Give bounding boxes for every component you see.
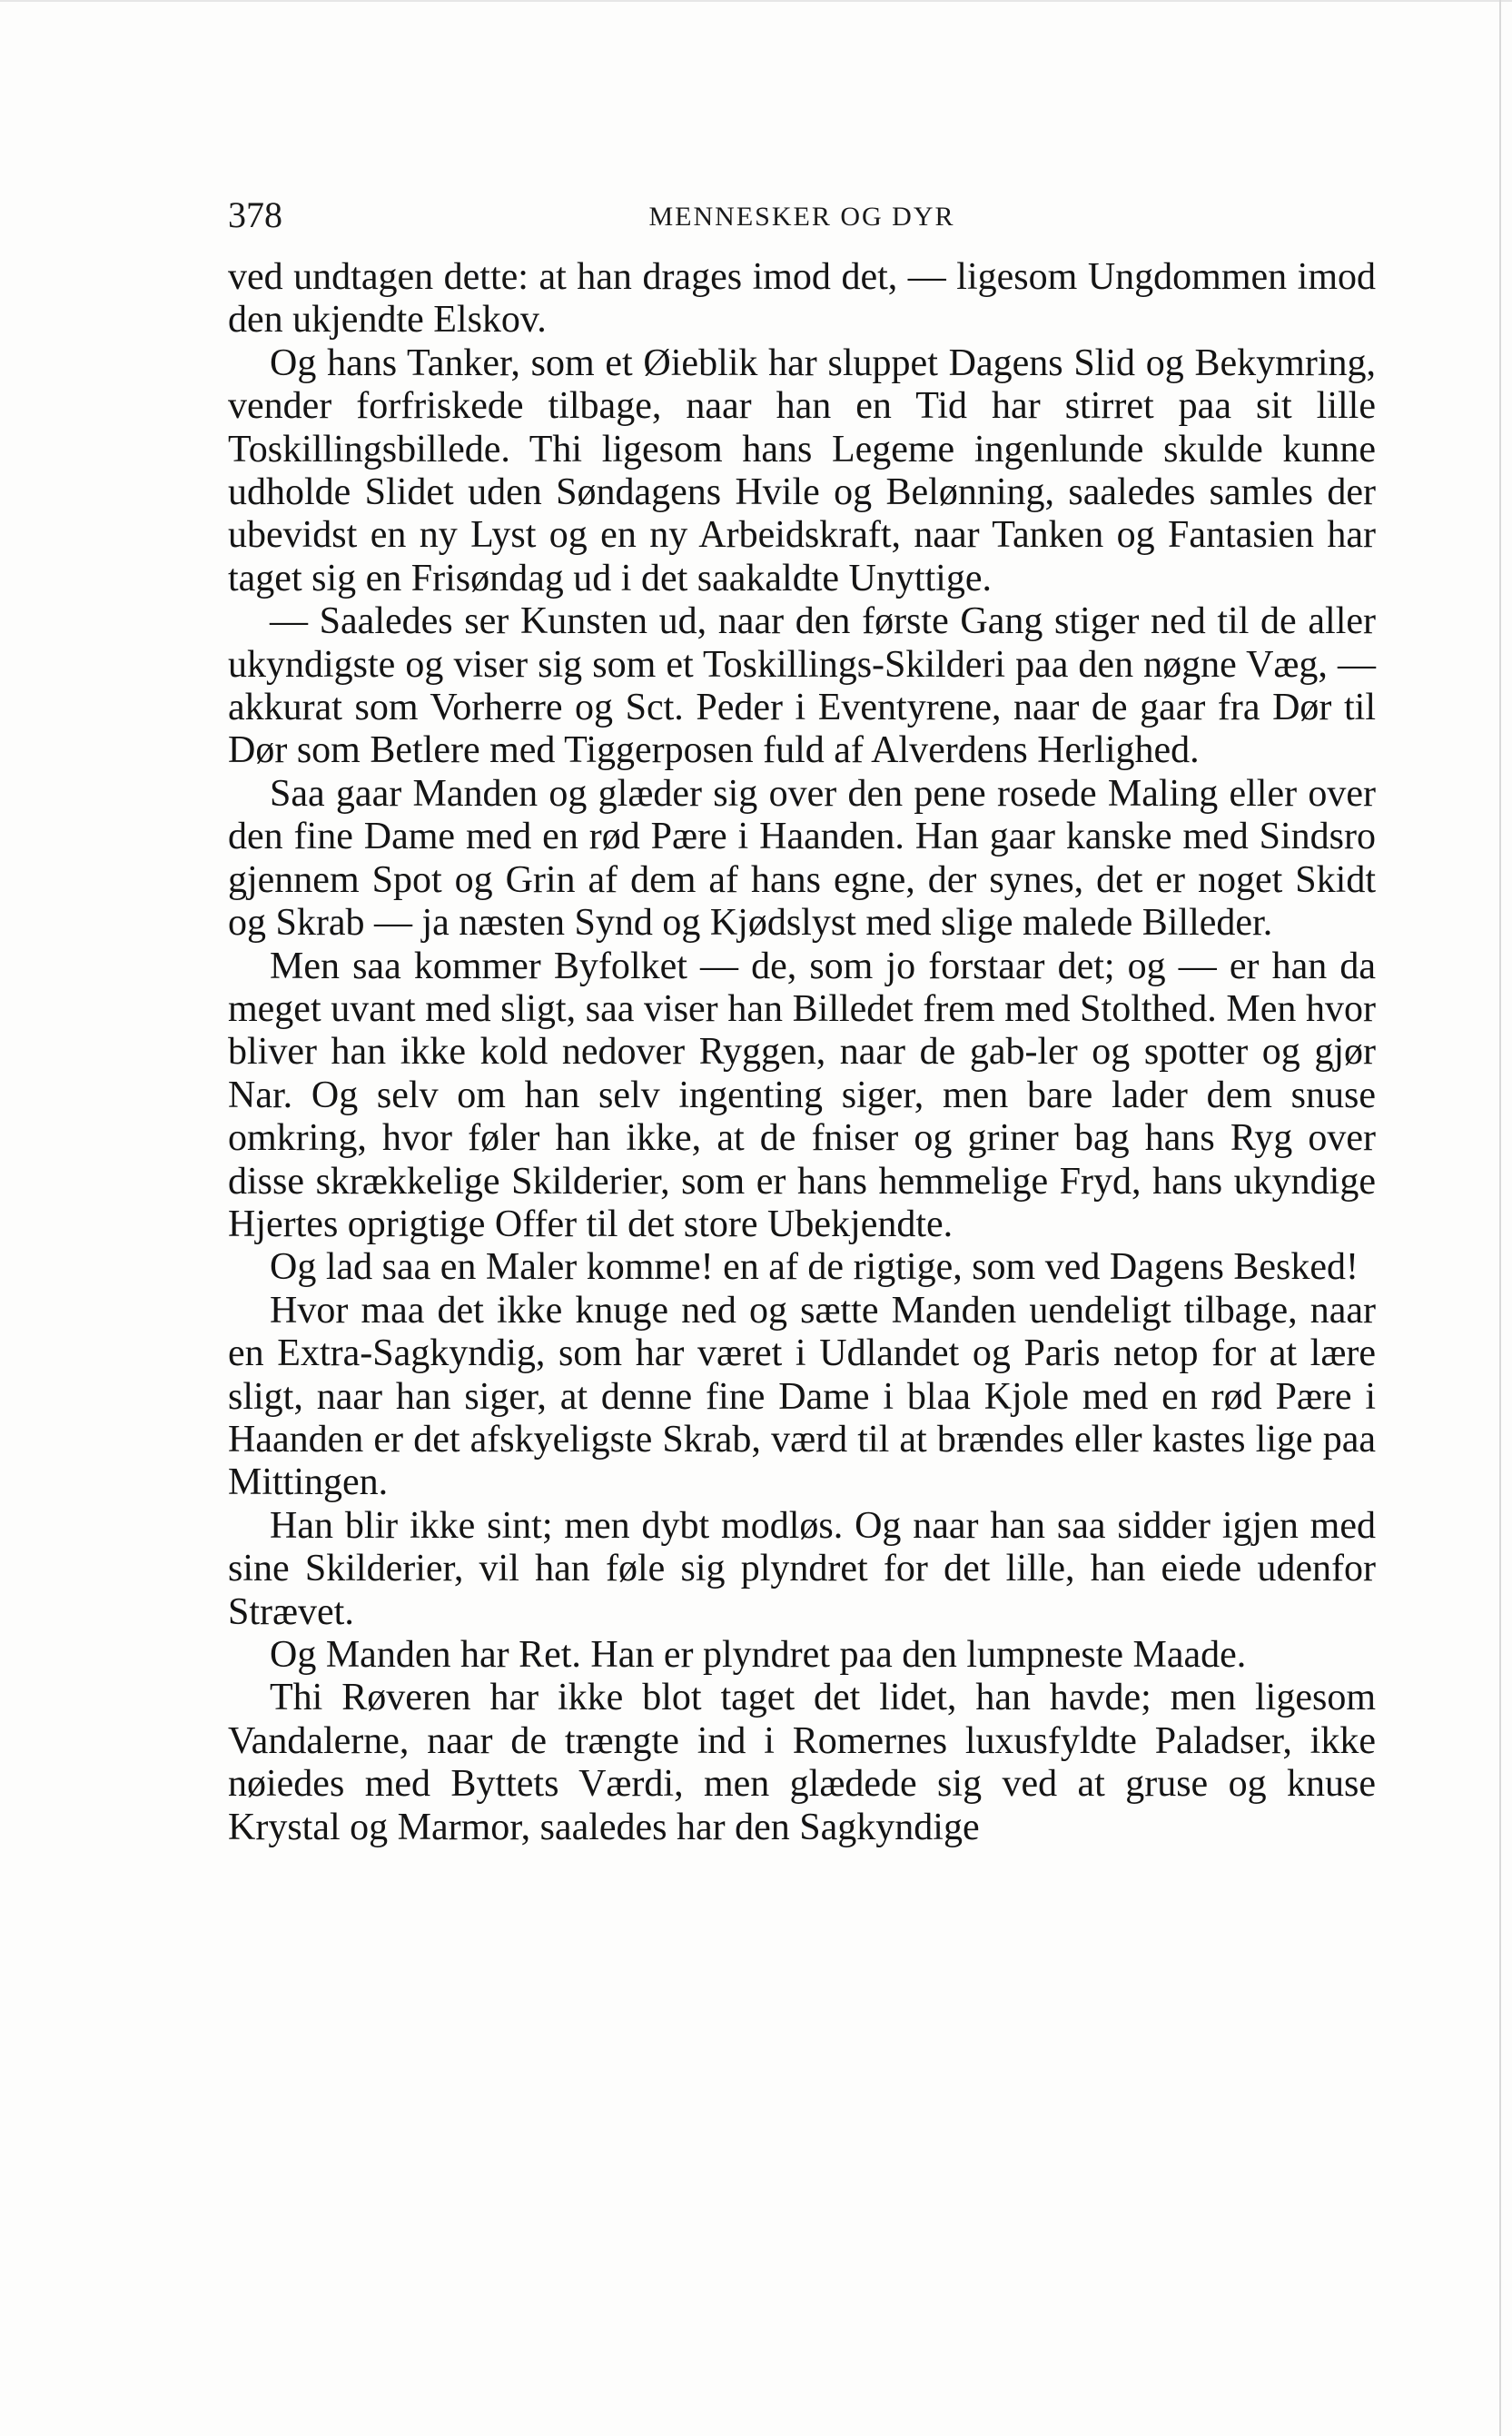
- body-text: [228, 256, 1376, 1849]
- paragraph: — Saaledes ser Kunsten ud, naar den første Gang stiger ned til de aller ukyndigste og viser sig som et Toskillings-Skilderi paa den nøgne Væg, — akkurat som Vorherre og Sct. Peder i Eventyrene, naar de gaar fra Dør til Dør som Betlere med Tiggerposen fuld af Alverdens Herlighed.: [228, 600, 1376, 772]
- paragraph: Thi Røveren har ikke blot taget det lidet, han havde; men ligesom Vandalerne, naar de trængte ind i Romernes luxusfyldte Paladser, ikke nøiedes med Byttets Værdi, men glædede sig ved at gruse og knuse Krystal og Marmor, saaledes har den Sagkyndige: [228, 1677, 1376, 1848]
- page-edge-right: [1499, 0, 1501, 2436]
- paragraph: Han blir ikke sint; men dybt modløs. Og naar han saa sidder igjen med sine Skilderier, vil han føle sig plyndret for det lille, han eiede udenfor Strævet.: [228, 1504, 1376, 1633]
- paragraph: ved undtagen dette: at han drages imod det, — ligesom Ungdommen imod den ukjendte Elskov.: [228, 256, 1376, 342]
- running-title: MENNESKER OG DYR: [648, 202, 955, 232]
- paragraph: Saa gaar Manden og glæder sig over den pene rosede Maling eller over den fine Dame med en rød Pære i Haanden. Han gaar kanske med Sindsro gjennem Spot og Grin af dem af hans egne, der synes, det er noget Skidt og Skrab — ja næsten Synd og Kjødslyst med slige malede Billeder.: [228, 772, 1376, 945]
- paragraph: Og lad saa en Maler komme! en af de rigtige, som ved Dagens Besked!: [270, 1246, 1359, 1289]
- paragraph: Hvor maa det ikke knuge ned og sætte Manden uendeligt tilbage, naar en Extra-Sagkyndig, som har været i Udlandet og Paris netop for at lære sligt, naar han siger, at denne fine Dame i blaa Kjole med en rød Pære i Haanden er det afskyeligste Skrab, værd til at brændes eller kastes lige paa Mittingen.: [228, 1289, 1376, 1504]
- page-edge-top: [0, 0, 1512, 2]
- paragraph: Og hans Tanker, som et Øieblik har sluppet Dagens Slid og Bekymring, vender forfriskede tilbage, naar han en Tid har stirret paa sit lille Toskillingsbillede. Thi ligesom hans Legeme ingenlunde skulde kunne udholde Slidet uden Søndagens Hvile og Belønning, saaledes samles der ubevidst en ny Lyst og en ny Arbeidskraft, naar Tanken og Fantasien har taget sig en Frisøndag ud i det saakaldte Unyttige.: [228, 342, 1376, 599]
- paragraph: Og Manden har Ret. Han er plyndret paa den lumpneste Maade.: [270, 1634, 1247, 1676]
- paragraph: Men saa kommer Byfolket — de, som jo forstaar det; og — er han da meget uvant med sligt, saa viser han Billedet frem med Stolthed. Men hvor bliver han ikke kold nedover Ryggen, naar de gab-ler og spotter og gjør Nar. Og selv om han selv ingenting siger, men bare lader dem snuse omkring, hvor føler han ikke, at de fniser og griner bag hans Ryg over disse skrækkelige Skilderier, som er hans hemmelige Fryd, hans ukyndige Hjertes oprigtige Offer til det store Ubekjendte.: [228, 945, 1376, 1245]
- page-header: [228, 193, 1376, 238]
- page-number: 378: [228, 194, 282, 235]
